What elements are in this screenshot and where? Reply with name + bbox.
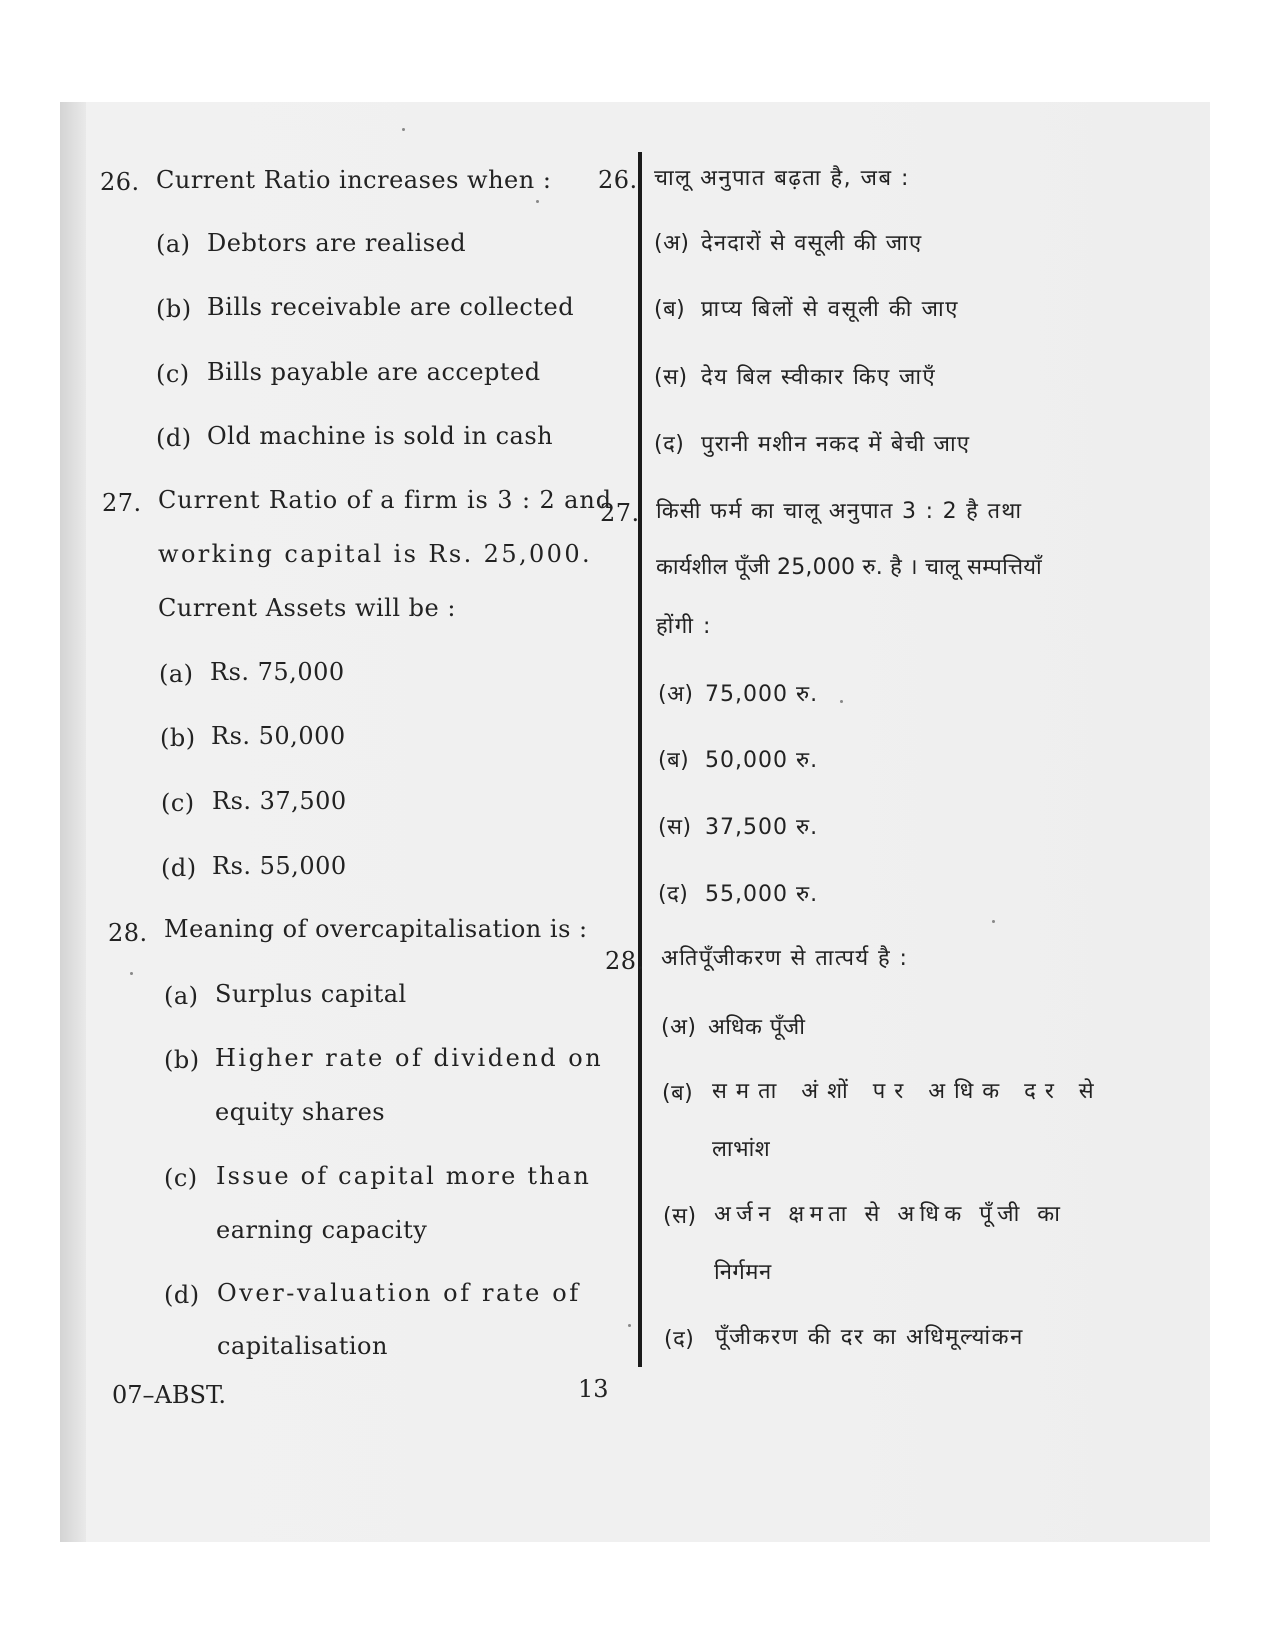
question-number: 26. [100, 168, 140, 196]
option-label: (स) [658, 815, 692, 840]
question-text-line: कार्यशील पूँजी 25,000 रु. है । चालू सम्पत्तियाँ [656, 555, 1042, 580]
option-label: (a) [159, 660, 194, 688]
option-text: 55,000 रु. [705, 882, 819, 907]
scan-speck [130, 972, 133, 975]
column-divider [638, 152, 642, 1367]
option-text: प्राप्य बिलों से वसूली की जाए [701, 297, 960, 322]
question-number: 28. [108, 919, 148, 947]
option-label: (द) [658, 882, 689, 907]
option-label: (c) [164, 1164, 198, 1192]
option-label: (d) [161, 854, 197, 882]
scanned-page [60, 102, 1210, 1542]
option-text: समता अंशों पर अधिक दर से [712, 1079, 1103, 1104]
option-label: (द) [664, 1327, 695, 1352]
page-edge-shadow [60, 102, 86, 1542]
option-label: (ब) [658, 748, 690, 773]
scan-speck [402, 128, 405, 131]
question-number: 28. [605, 947, 645, 975]
option-text-continued: earning capacity [216, 1216, 428, 1244]
option-label: (b) [156, 295, 192, 323]
option-text: Rs. 50,000 [211, 722, 346, 750]
option-text: अधिक पूँजी [708, 1015, 806, 1040]
option-label: (अ) [654, 231, 690, 256]
option-text: Debtors are realised [207, 229, 467, 257]
option-text-continued: equity shares [215, 1098, 386, 1126]
option-text: देय बिल स्वीकार किए जाएँ [701, 365, 937, 390]
scan-speck [840, 700, 843, 703]
option-text: 50,000 रु. [705, 748, 819, 773]
scan-speck [536, 200, 539, 203]
option-label: (ब) [654, 297, 686, 322]
option-text-continued: लाभांश [712, 1137, 771, 1162]
option-text: Bills receivable are collected [207, 293, 575, 321]
question-text: अतिपूँजीकरण से तात्पर्य है : [661, 946, 909, 971]
question-text-line: Current Assets will be : [158, 594, 456, 622]
option-label: (स) [663, 1204, 697, 1229]
option-text: 75,000 रु. [705, 682, 819, 707]
scan-speck [628, 1324, 631, 1327]
option-label: (ब) [662, 1081, 694, 1106]
option-text: Rs. 37,500 [212, 787, 347, 815]
question-number: 27. [600, 499, 640, 527]
question-text: Meaning of overcapitalisation is : [164, 915, 588, 943]
option-label: (d) [156, 424, 192, 452]
option-text: Over-valuation of rate of [217, 1279, 581, 1307]
option-label: (d) [164, 1281, 200, 1309]
scan-speck [992, 920, 995, 923]
option-label: (द) [654, 432, 685, 457]
option-text: पुरानी मशीन नकद में बेची जाए [701, 432, 971, 457]
question-text-line: working capital is Rs. 25,000. [158, 540, 593, 568]
question-text: Current Ratio increases when : [156, 166, 552, 194]
option-label: (स) [654, 365, 688, 390]
option-text: Old machine is sold in cash [207, 422, 554, 450]
option-text-continued: capitalisation [217, 1332, 388, 1360]
option-text: Rs. 75,000 [210, 658, 345, 686]
option-text: पूँजीकरण की दर का अधिमूल्यांकन [715, 1325, 1024, 1350]
question-text-line: किसी फर्म का चालू अनुपात 3 : 2 है तथा [656, 499, 1023, 524]
option-label: (अ) [658, 682, 694, 707]
option-text: Bills payable are accepted [207, 358, 541, 386]
question-text: चालू अनुपात बढ़ता है, जब : [654, 166, 910, 191]
paper-code: 07–ABST. [112, 1381, 227, 1409]
option-text-continued: निर्गमन [714, 1260, 772, 1285]
option-label: (b) [160, 724, 196, 752]
option-text: Issue of capital more than [216, 1162, 591, 1190]
option-label: (b) [164, 1046, 200, 1074]
question-number: 27. [102, 489, 142, 517]
option-label: (a) [156, 230, 191, 258]
question-number: 26. [598, 166, 638, 194]
option-label: (c) [161, 789, 195, 817]
page-number: 13 [578, 1375, 609, 1403]
option-text: 37,500 रु. [705, 815, 819, 840]
question-text-line: Current Ratio of a firm is 3 : 2 and [158, 486, 613, 514]
option-text: Higher rate of dividend on [215, 1044, 604, 1072]
question-text-line: होंगी : [656, 614, 712, 639]
option-label: (c) [156, 360, 190, 388]
option-text: Rs. 55,000 [212, 852, 347, 880]
option-text: देनदारों से वसूली की जाए [701, 231, 923, 256]
option-text: अर्जन क्षमता से अधिक पूँजी का [714, 1202, 1066, 1227]
option-label: (अ) [661, 1015, 697, 1040]
option-text: Surplus capital [215, 980, 407, 1008]
option-label: (a) [164, 982, 199, 1010]
